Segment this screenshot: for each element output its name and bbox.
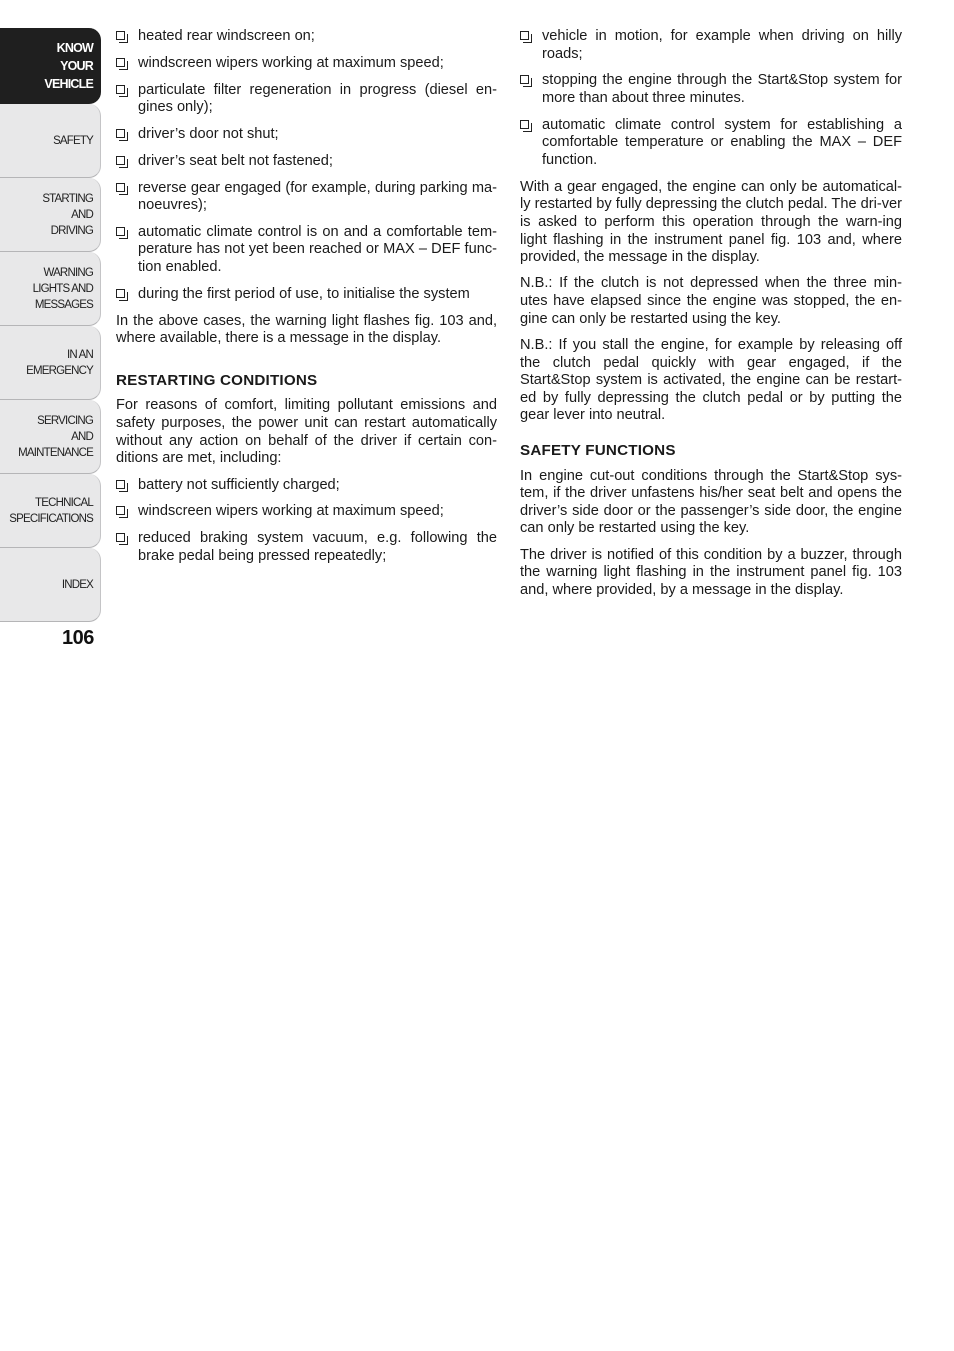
checkbox-bullet-icon [116,480,125,489]
sidebar-tab-index[interactable] [0,548,101,622]
checkbox-bullet-icon [116,183,125,192]
bullet-text: automatic climate control system for establishing a comfortable temperature or enabling the MAX – DEF function. [542,116,902,168]
sidebar-tab-warning-lights-and-messages[interactable] [0,252,101,326]
checkbox-bullet-icon [520,75,529,84]
body-paragraph: In the above cases, the warning light flashes fig. 103 and, where available, there is a message in the display. [116,312,497,347]
bullet-item [520,72,902,107]
body-paragraph: With a gear engaged, the engine can only be automatical-ly restarted by fully depressing the clutch pedal. The dri-ver is asked to perform this operation through the warn-ing light flashing in the instrument panel fig. 103 and, where provided, the message in the display. [520,178,902,266]
sidebar-tab-label: MAINTENANCE [18,446,93,459]
sidebar-tab-know-your-vehicle[interactable] [0,28,101,104]
bullet-item [116,82,497,117]
sidebar-tab-starting-and-driving[interactable] [0,178,101,252]
checkbox-bullet-icon [116,227,125,236]
bullet-text: windscreen wipers working at maximum speed; [138,503,444,520]
bullet-item [116,180,497,215]
bullet-text: stopping the engine through the Start&Stop system for more than about three minutes. [542,72,902,106]
bullet-item [116,503,497,521]
bullet-item [116,530,497,565]
checkbox-bullet-icon [116,58,125,67]
bullet-text: heated rear windscreen on; [138,28,315,44]
checkbox-bullet-icon [116,31,125,40]
bullet-text: driver’s door not shut; [138,125,279,142]
sidebar-tab-in-an-emergency[interactable] [0,326,101,400]
sidebar-tab-label: STARTING [42,192,93,205]
checkbox-bullet-icon [520,120,529,129]
body-paragraph: For reasons of comfort, limiting pollutant emissions and safety purposes, the power unit can restart automatically without any action on behalf of the driver if certain con-ditions are met, including: [116,397,497,467]
sidebar-tab-servicing-and-maintenance[interactable] [0,400,101,474]
body-paragraph: N.B.: If you stall the engine, for example by releasing off the clutch pedal quickly with gear engaged, if the Start&Stop system is activated, the engine can be restart-ed by fully depressing the clutch pedal or by putting the gear lever into neutral. [520,337,902,424]
sidebar-tab-label: EMERGENCY [26,364,93,377]
bullet-item [520,117,902,170]
checkbox-bullet-icon [116,533,125,542]
sidebar-tab-label: YOUR [60,58,93,73]
bullet-text: during the first period of use, to initialise the system [138,285,470,302]
bullet-item [116,28,497,46]
bullet-item [116,224,497,277]
section-heading: SAFETY FUNCTIONS [520,442,676,460]
bullet-text: battery not sufficiently charged; [138,476,340,493]
section-heading: RESTARTING CONDITIONS [116,371,318,389]
bullet-item [116,126,497,144]
body-paragraph: In engine cut-out conditions through the Start&Stop sys-tem, if the driver unfastens his/her seat belt and opens the driver’s side door or the passenger’s side door, the engine can only be restarted using the key. [520,467,902,537]
bullet-text: automatic climate control is on and a comfortable tem-perature has not yet been reached or MAX – DEF func-tion enabled. [138,223,497,276]
bullet-item [116,55,497,73]
sidebar-tab-label: TECHNICAL [35,496,93,509]
bullet-text: reduced braking system vacuum, e.g. following the brake pedal being pressed repeatedly; [138,530,497,564]
bullet-item [116,477,497,495]
left-column [116,28,497,575]
bullet-text: vehicle in motion, for example when driving on hilly roads; [542,28,902,62]
sidebar-tab-safety[interactable] [0,104,101,178]
sidebar-tab-label: VEHICLE [44,76,93,91]
bullet-text: driver’s seat belt not fastened; [138,152,333,169]
sidebar-tab-label: SPECIFICATIONS [9,512,93,525]
bullet-text: reverse gear engaged (for example, during parking ma-noeuvres); [138,179,497,214]
checkbox-bullet-icon [116,289,125,298]
sidebar-tab-label: INDEX [61,578,93,591]
checkbox-bullet-icon [116,85,125,94]
bullet-text: windscreen wipers working at maximum speed; [138,54,444,71]
page-number: 106 [62,627,94,649]
sidebar-tab-label: LIGHTS AND [32,282,93,295]
sidebar-tab-label: AND [71,430,93,443]
sidebar-tab-label: SERVICING [37,414,93,427]
section-sidebar [0,28,101,622]
checkbox-bullet-icon [116,156,125,165]
bullet-item [116,286,497,304]
bullet-item [520,28,902,63]
checkbox-bullet-icon [116,129,125,138]
checkbox-bullet-icon [520,31,529,40]
sidebar-tab-label: WARNING [43,266,93,279]
sidebar-tab-technical-specifications[interactable] [0,474,101,548]
right-column [520,28,902,608]
sidebar-tab-label: DRIVING [50,224,93,237]
body-paragraph: N.B.: If the clutch is not depressed when the three min-utes have elapsed since the engine was stopped, the en-gine can only be restarted using the key. [520,275,902,327]
checkbox-bullet-icon [116,506,125,515]
sidebar-tab-label: IN AN [66,348,93,361]
sidebar-tab-label: SAFETY [53,134,93,147]
body-paragraph: The driver is notified of this condition by a buzzer, through the warning light flashing in the instrument panel fig. 103 and, where provided, by a message in the display. [520,546,902,598]
sidebar-tab-label: KNOW [56,40,93,55]
sidebar-tab-label: AND [71,208,93,221]
bullet-text: particulate filter regeneration in progress (diesel en-gines only); [138,81,497,116]
bullet-item [116,153,497,171]
sidebar-tab-label: MESSAGES [34,298,93,311]
